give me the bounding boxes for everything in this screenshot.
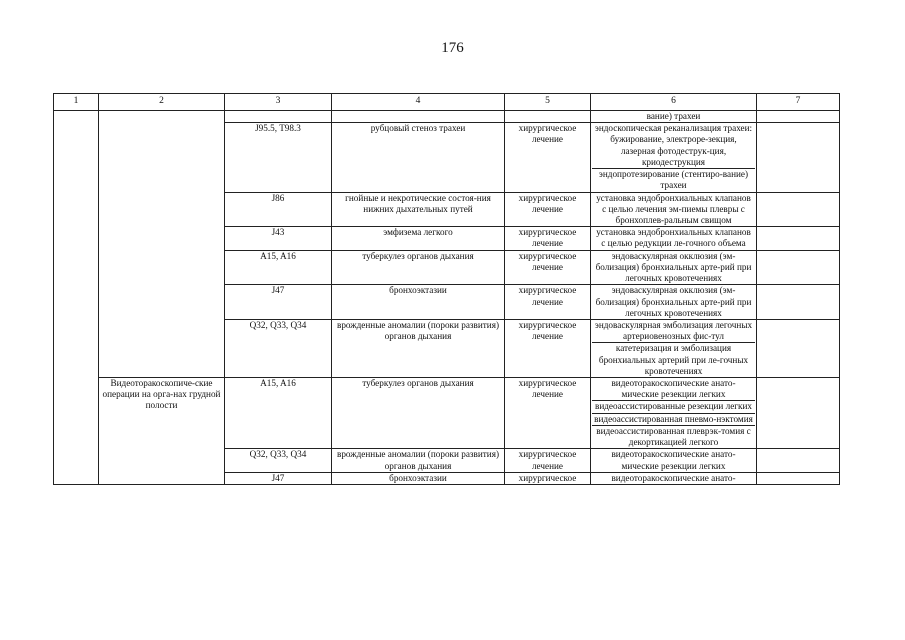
- table-row: [54, 378, 840, 449]
- treatment-type-cell: [505, 111, 591, 123]
- treatment-type-cell: хирургическое лечение: [505, 227, 591, 250]
- col1-cell: [54, 111, 99, 485]
- code-cell: A15, A16: [225, 378, 332, 449]
- treatment-type-cell: хирургическое лечение: [505, 123, 591, 192]
- methods-cell: [591, 111, 757, 123]
- methods-cell: [591, 378, 757, 449]
- diagnosis-cell: бронхоэктазии: [332, 285, 505, 320]
- methods-cell: [591, 472, 757, 484]
- page-number: 176: [441, 40, 464, 56]
- diagnosis-cell: врожденные аномалии (пороки развития) органов дыхания: [332, 319, 505, 377]
- method-item: катетеризация и эмболизация бронхиальных артерий при ле-гочных кровотечениях: [592, 342, 755, 377]
- methods-list: [592, 449, 755, 471]
- treatment-type-cell: хирургическое: [505, 472, 591, 484]
- method-item: эндоваскулярная окклюзия (эм-болизация) бронхиальных арте-рий при легочных кровотечениях: [595, 285, 752, 318]
- table-row: [54, 111, 840, 123]
- diagnosis-cell: туберкулез органов дыхания: [332, 378, 505, 449]
- methods-cell: [591, 285, 757, 320]
- method-item: видеоторакоскопические анато-: [611, 472, 736, 483]
- code-cell: [225, 111, 332, 123]
- header-cell-2: 2: [99, 94, 225, 111]
- methods-list: [592, 378, 755, 448]
- group-label-cell: Видеоторакоскопиче-ские операции на орга-нах грудной полости: [99, 378, 225, 485]
- method-item: эндоскопическая реканализация трахеи: бужирование, электроре-зекция, лазерная фотодеструк-ция, криодеструкция: [594, 123, 753, 167]
- method-item: эндоваскулярная окклюзия (эм-болизация) бронхиальных арте-рий при легочных кровотечениях: [595, 250, 752, 284]
- diagnosis-cell: гнойные и некротические состоя-ния нижних дыхательных путей: [332, 192, 505, 227]
- treatment-type-cell: хирургическое лечение: [505, 319, 591, 377]
- treatment-type-cell: хирургическое лечение: [505, 250, 591, 285]
- methods-list: [592, 473, 755, 484]
- treatment-type-cell: хирургическое лечение: [505, 192, 591, 227]
- methods-cell: [591, 192, 757, 227]
- methods-list: [592, 193, 755, 227]
- methods-list: [592, 227, 755, 249]
- diagnosis-cell: рубцовый стеноз трахеи: [332, 123, 505, 192]
- method-item: видеоторакоскопические анато-мические резекции легких: [611, 378, 736, 400]
- methods-list: [592, 285, 755, 319]
- col7-cell: [757, 319, 840, 377]
- col7-cell: [757, 285, 840, 320]
- code-cell: A15, A16: [225, 250, 332, 285]
- diagnosis-cell: [332, 111, 505, 123]
- header-cell-3: 3: [225, 94, 332, 111]
- methods-cell: [591, 123, 757, 192]
- method-item: видеоассистированная пневмо-нэктомия: [592, 413, 755, 425]
- col7-cell: [757, 192, 840, 227]
- method-item: вание) трахеи: [646, 111, 701, 121]
- treatment-type-cell: хирургическое лечение: [505, 449, 591, 472]
- code-cell: J95.5, T98.3: [225, 123, 332, 192]
- method-item: установка эндобронхиальных клапанов с целью лечения эм-пиемы плевры с бронхоплев-ральным свищом: [596, 192, 751, 225]
- method-item: видеоассистированная плеврэк-томия с декортикацией легкого: [592, 425, 755, 448]
- method-item: эндоваскулярная эмболизация легочных артериовенозных фис-тул: [594, 319, 753, 342]
- procedures-table: [53, 93, 840, 485]
- code-cell: Q32, Q33, Q34: [225, 449, 332, 472]
- methods-list: [592, 111, 755, 122]
- methods-cell: [591, 319, 757, 377]
- header-cell-5: 5: [505, 94, 591, 111]
- treatment-type-cell: хирургическое лечение: [505, 285, 591, 320]
- table-body: [54, 111, 840, 485]
- col7-cell: [757, 472, 840, 484]
- header-row: [54, 94, 840, 111]
- methods-cell: [591, 227, 757, 250]
- code-cell: J47: [225, 285, 332, 320]
- code-cell: J86: [225, 192, 332, 227]
- col7-cell: [757, 449, 840, 472]
- methods-cell: [591, 250, 757, 285]
- diagnosis-cell: эмфизема легкого: [332, 227, 505, 250]
- group-label-cell: [99, 111, 225, 378]
- header-cell-7: 7: [757, 94, 840, 111]
- code-cell: J43: [225, 227, 332, 250]
- diagnosis-cell: туберкулез органов дыхания: [332, 250, 505, 285]
- diagnosis-cell: бронхоэктазии: [332, 472, 505, 484]
- method-item: эндопротезирование (стентиро-вание) трахеи: [592, 168, 755, 191]
- method-item: видеоассистированные резекции легких: [592, 400, 755, 412]
- col7-cell: [757, 111, 840, 123]
- col7-cell: [757, 378, 840, 449]
- col7-cell: [757, 123, 840, 192]
- header-cell-4: 4: [332, 94, 505, 111]
- code-cell: J47: [225, 472, 332, 484]
- methods-list: [592, 123, 755, 191]
- methods-list: [592, 320, 755, 377]
- col7-cell: [757, 227, 840, 250]
- code-cell: Q32, Q33, Q34: [225, 319, 332, 377]
- diagnosis-cell: врожденные аномалии (пороки развития) органов дыхания: [332, 449, 505, 472]
- treatment-type-cell: хирургическое лечение: [505, 378, 591, 449]
- header-cell-6: 6: [591, 94, 757, 111]
- methods-cell: [591, 449, 757, 472]
- methods-list: [592, 251, 755, 285]
- method-item: установка эндобронхиальных клапанов с целью редукции ле-гочного объема: [596, 227, 751, 249]
- col7-cell: [757, 250, 840, 285]
- method-item: видеоторакоскопические анато-мические резекции легких: [611, 449, 736, 471]
- header-cell-1: 1: [54, 94, 99, 111]
